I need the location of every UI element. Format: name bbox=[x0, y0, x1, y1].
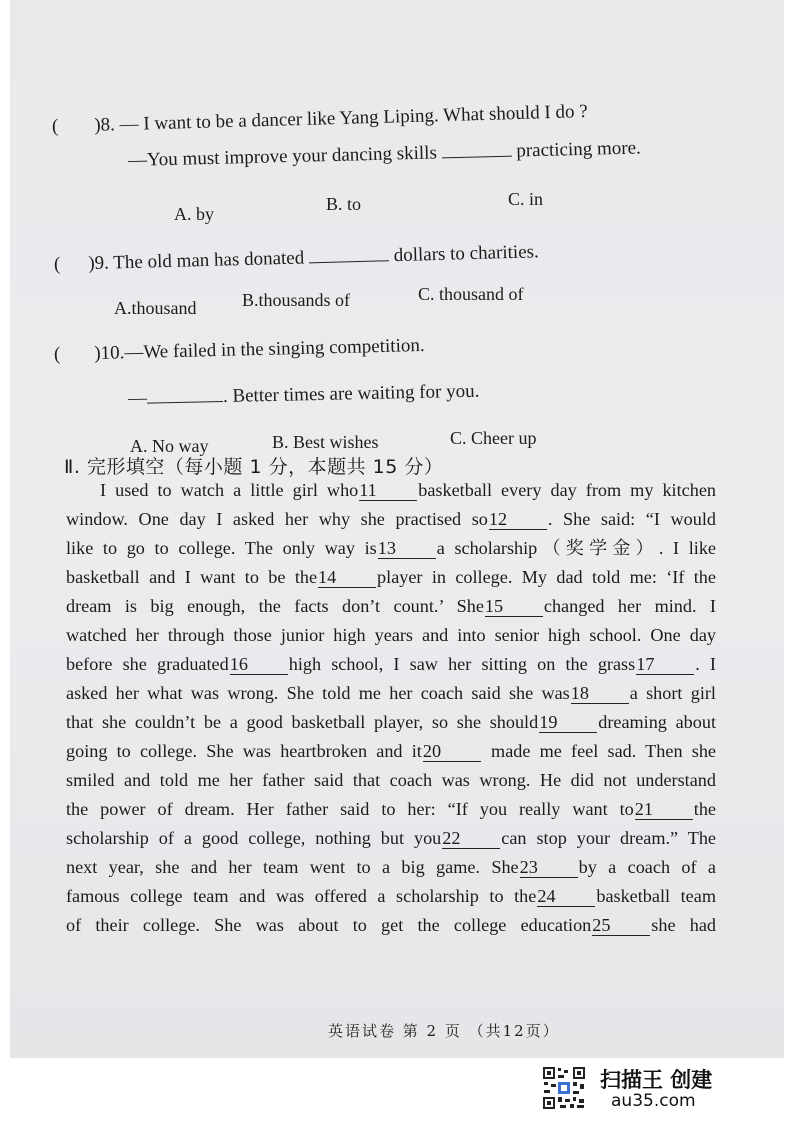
answer-blank bbox=[147, 401, 223, 404]
passage-text: famous college team and was offered a scholarship to the bbox=[66, 886, 537, 906]
passage-text: made me feel sad. Then she bbox=[481, 741, 716, 761]
cloze-blank: 23 bbox=[520, 857, 578, 878]
passage-text: of their college. She was about to get the college education bbox=[66, 915, 592, 935]
passage-text: player in college. My dad told me: ‘If the bbox=[377, 567, 716, 587]
answer-paren: ( bbox=[53, 253, 61, 275]
passage-line bbox=[66, 882, 716, 911]
cloze-blank: 17 bbox=[636, 654, 694, 675]
question-9: ( )9. The old man has donated dollars to charities. bbox=[53, 241, 540, 275]
watermark-brand: 扫描王 创建 bbox=[600, 1068, 713, 1092]
cloze-blank: 13 bbox=[378, 538, 436, 559]
passage-text: a short girl bbox=[629, 683, 716, 703]
passage-line bbox=[66, 766, 716, 795]
page-footer: 英语试卷 第 2 页 （共12页） bbox=[328, 1022, 560, 1040]
passage-text: dream is big enough, the facts don’t count.’ She bbox=[66, 596, 484, 616]
question-8 bbox=[52, 101, 588, 138]
question-8-line2: —You must improve your dancing skills practicing more. bbox=[127, 137, 642, 171]
passage-text: next year, she and her team went to a big game. She bbox=[66, 857, 519, 877]
passage-text: basketball every day from my kitchen bbox=[418, 480, 716, 500]
watermark-url: au35.com bbox=[611, 1091, 696, 1111]
passage-text: smiled and told me her father said that coach was wrong. He did not understand bbox=[66, 770, 716, 790]
question-8-option-c: C. in bbox=[508, 189, 544, 209]
passage-text: . She said: “I would bbox=[547, 509, 716, 529]
passage-line bbox=[66, 621, 716, 650]
passage-text: can stop your dream.” The bbox=[501, 828, 717, 848]
passage-text: basketball team bbox=[596, 886, 716, 906]
answer-paren: ( bbox=[51, 115, 59, 137]
question-9-option-b: B.thousands of bbox=[242, 290, 350, 310]
passage-line bbox=[66, 592, 716, 621]
passage-line bbox=[66, 824, 716, 853]
passage-text: watched her through those junior high years and into senior high school. One day bbox=[66, 625, 716, 645]
passage-line bbox=[66, 679, 716, 708]
passage-text: she had bbox=[651, 915, 716, 935]
passage-text: high school, I saw her sitting on the grass bbox=[288, 654, 636, 674]
exam-page bbox=[10, 0, 784, 1058]
cloze-blank: 25 bbox=[592, 915, 650, 936]
question-9-option-c: C. thousand of bbox=[418, 284, 524, 304]
question-10-option-a: A. No way bbox=[130, 436, 209, 456]
passage-text: asked her what was wrong. She told me her coach said she was bbox=[66, 683, 570, 703]
answer-paren: ( bbox=[53, 343, 61, 365]
passage-line bbox=[66, 853, 716, 882]
cloze-blank: 15 bbox=[485, 596, 543, 617]
passage-line bbox=[66, 911, 716, 940]
passage-line bbox=[66, 650, 716, 679]
question-10-option-b: B. Best wishes bbox=[272, 432, 379, 452]
passage-text: like to go to college. The only way is bbox=[66, 538, 377, 558]
passage-text: that she couldn’t be a good basketball player, so she should bbox=[66, 712, 539, 732]
cloze-blank: 21 bbox=[635, 799, 693, 820]
passage-text: basketball and I want to be the bbox=[66, 567, 318, 587]
cloze-blank: 16 bbox=[230, 654, 288, 675]
cloze-passage bbox=[66, 476, 716, 940]
cloze-blank: 22 bbox=[442, 828, 500, 849]
passage-line bbox=[66, 737, 716, 766]
cloze-blank: 11 bbox=[359, 480, 417, 501]
passage-text: before she graduated bbox=[66, 654, 229, 674]
passage-text: the power of dream. Her father said to her: “If you really want to bbox=[66, 799, 634, 819]
passage-line bbox=[66, 563, 716, 592]
answer-blank bbox=[309, 260, 389, 263]
question-9-option-a: A.thousand bbox=[114, 298, 197, 318]
passage-text: scholarship of a good college, nothing but you bbox=[66, 828, 442, 848]
passage-line bbox=[66, 476, 716, 505]
question-8-option-a: A. by bbox=[174, 204, 214, 224]
qr-code-icon bbox=[542, 1066, 586, 1110]
passage-line bbox=[66, 505, 716, 534]
passage-text: dreaming about bbox=[598, 712, 716, 732]
question-10-line2: — . Better times are waiting for you. bbox=[127, 380, 480, 409]
cloze-blank: 14 bbox=[318, 567, 376, 588]
section-heading: Ⅱ. 完形填空（每小题 1 分，本题共 15 分） bbox=[64, 456, 444, 478]
passage-text: by a coach of a bbox=[578, 857, 717, 877]
passage-line bbox=[66, 795, 716, 824]
passage-text: going to college. She was heartbroken and it bbox=[66, 741, 422, 761]
answer-blank bbox=[442, 156, 512, 159]
passage-text: I used to watch a little girl who bbox=[100, 480, 359, 500]
question-10: ( )10.—We failed in the singing competition. bbox=[53, 334, 425, 365]
cloze-blank: 20 bbox=[423, 741, 481, 762]
passage-text: changed her mind. I bbox=[543, 596, 716, 616]
cloze-blank: 12 bbox=[489, 509, 547, 530]
cloze-blank: 18 bbox=[571, 683, 629, 704]
question-8-option-b: B. to bbox=[326, 194, 362, 214]
question-8-prompt: )8. — I want to be a dancer like Yang Liping. What should I do ? bbox=[94, 101, 588, 136]
cloze-blank: 19 bbox=[539, 712, 597, 733]
passage-text: a scholarship（奖学金）. I like bbox=[436, 538, 716, 558]
passage-text: . I bbox=[695, 654, 716, 674]
question-10-option-c: C. Cheer up bbox=[450, 428, 537, 448]
passage-line bbox=[66, 708, 716, 737]
passage-text: the bbox=[693, 799, 716, 819]
cloze-blank: 24 bbox=[537, 886, 595, 907]
passage-text: window. One day I asked her why she practised so bbox=[66, 509, 488, 529]
passage-line bbox=[66, 534, 716, 563]
